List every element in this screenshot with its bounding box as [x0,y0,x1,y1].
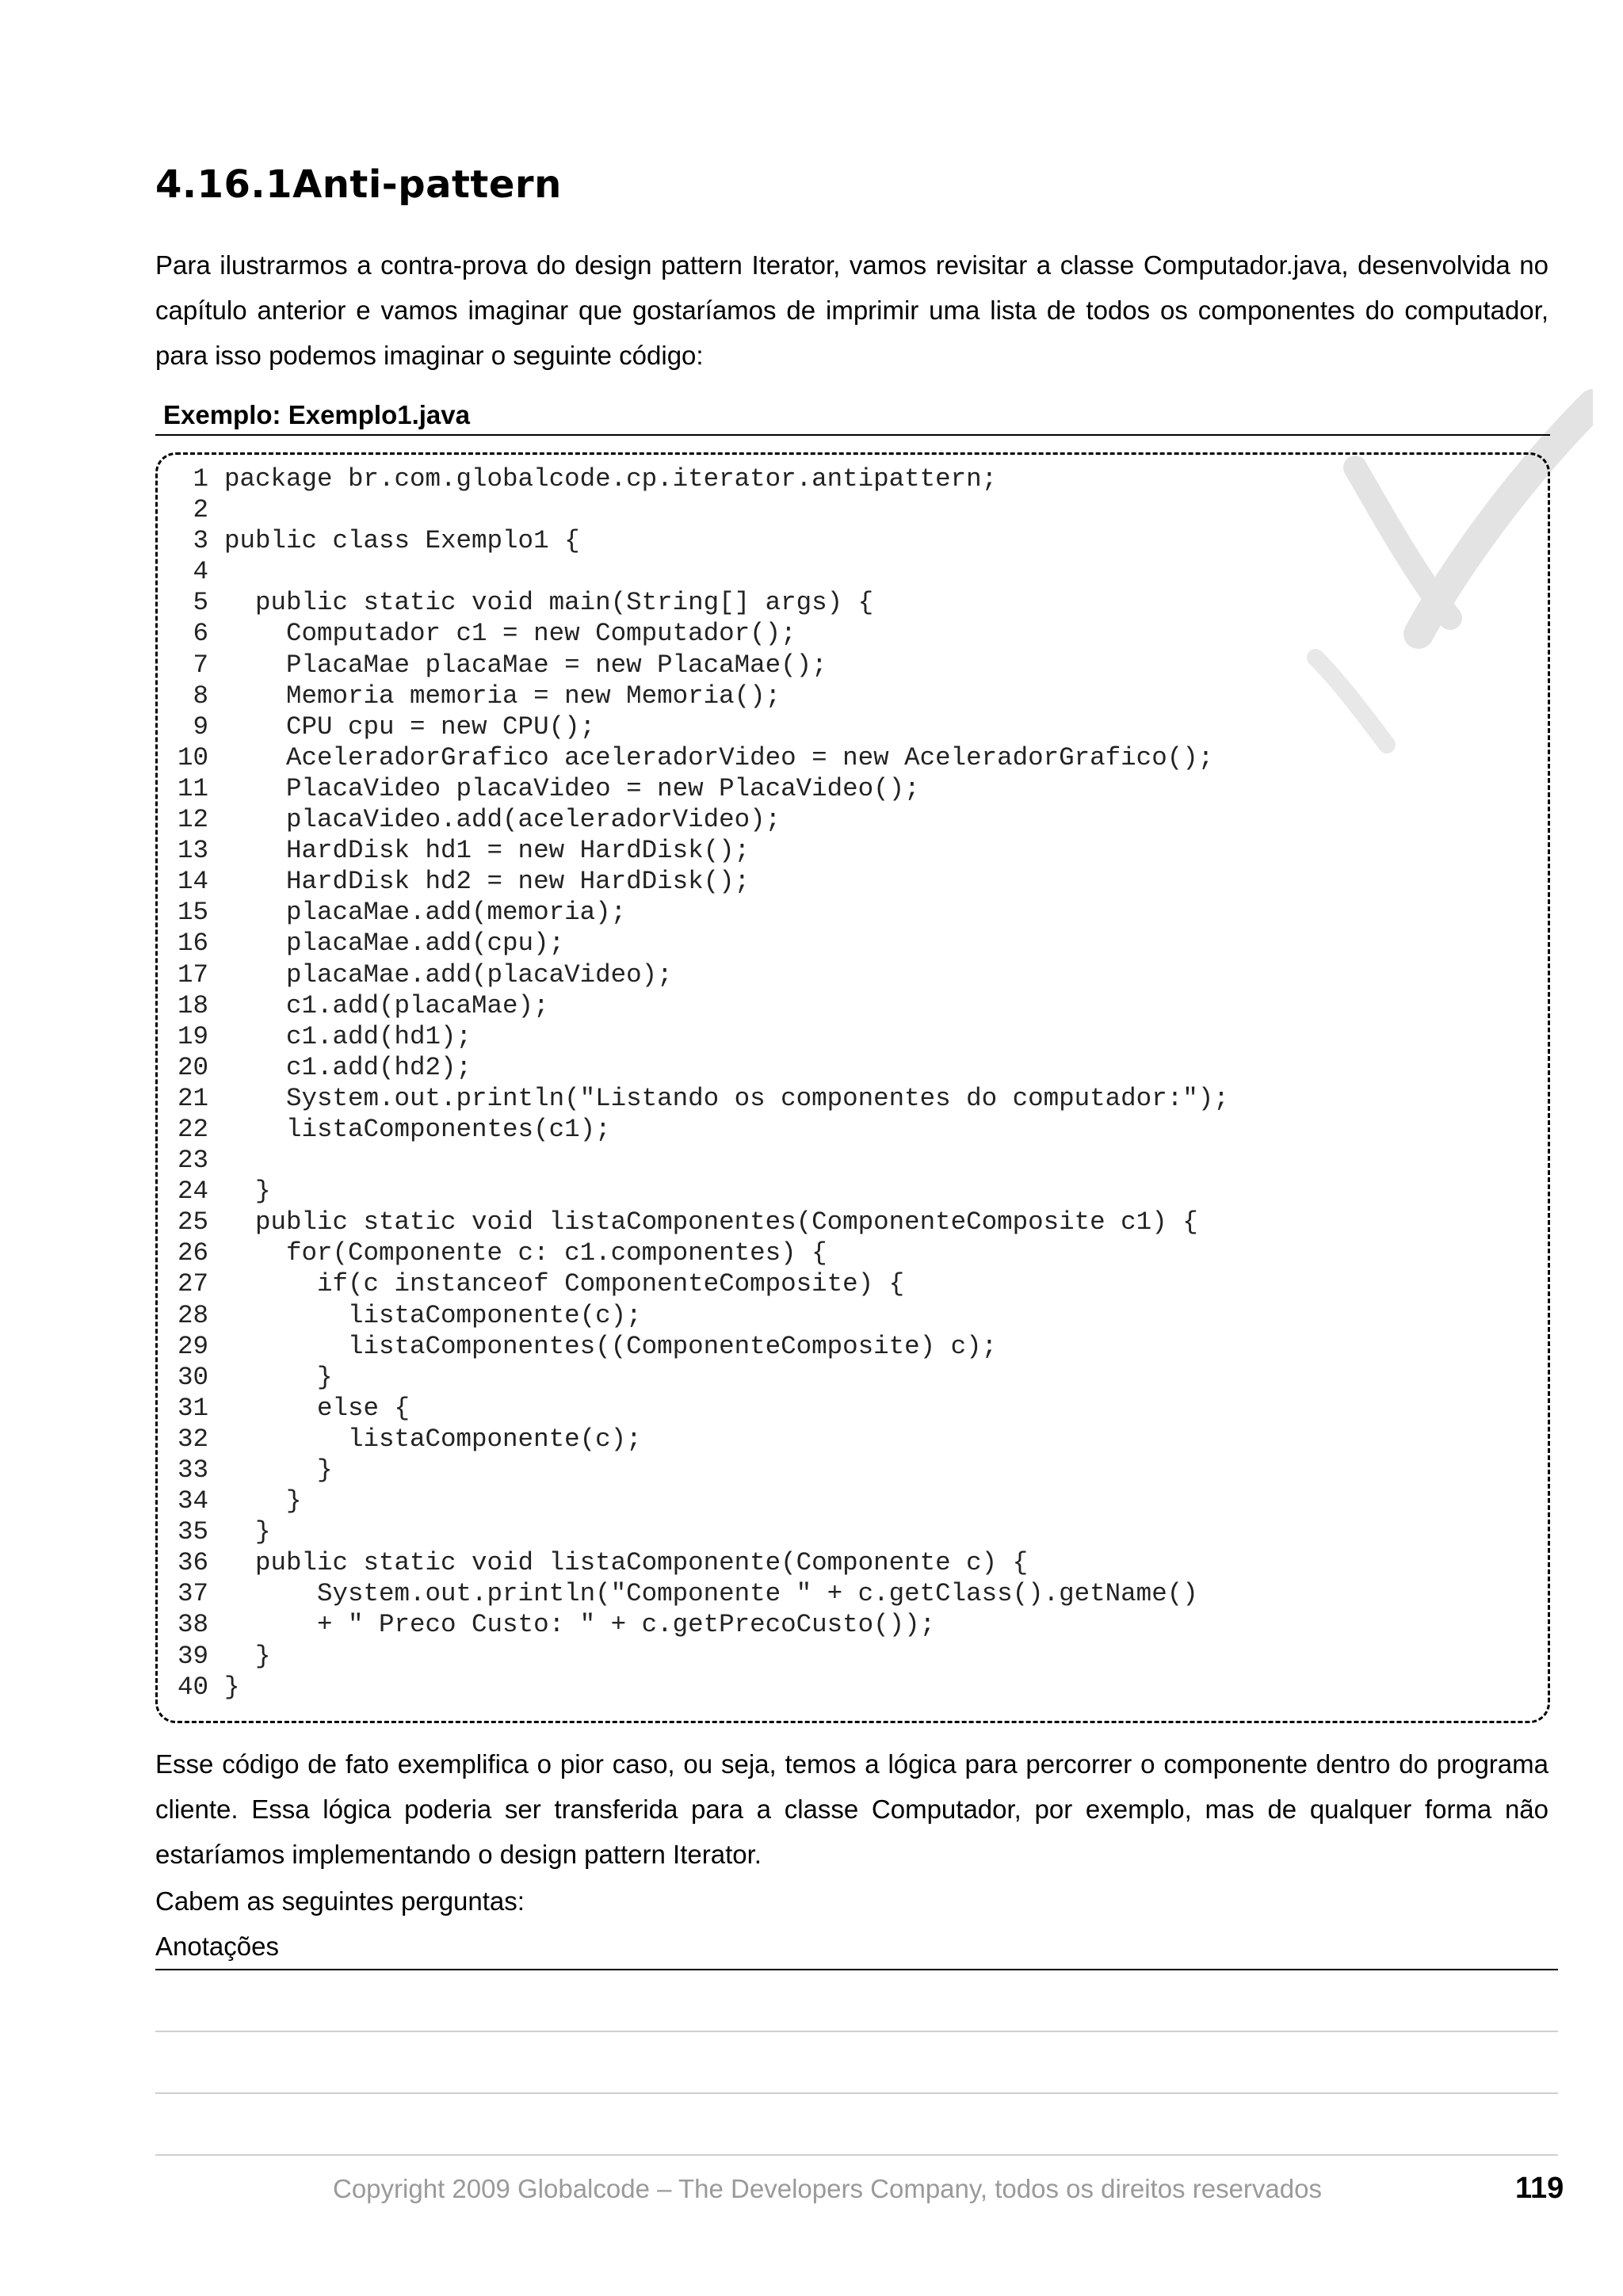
intro-paragraph: Para ilustrarmos a contra-prova do design pattern Iterator, vamos revisitar a classe Computador.java, desenvolvida no capítulo anterior e vamos imaginar que gostaríamos de imprimir uma lista de todos os componentes do computador, para isso podemos imaginar o seguinte código: [155,250,1549,370]
code-line [170,1641,1229,1672]
code-line [170,711,1229,742]
code-text: } [224,1517,271,1547]
line-number: 29 [177,1331,208,1361]
example-title: Exemplo: Exemplo1.java [163,400,470,429]
code-text: listaComponente(c); [224,1300,642,1330]
code-line [170,742,1229,773]
section-heading: 4.16.1Anti-pattern [155,162,562,207]
code-line [170,681,1229,711]
code-line [170,1207,1229,1238]
code-text: if(c instanceof ComponenteComposite) { [224,1269,905,1299]
code-text: public class Exemplo1 { [224,526,580,556]
code-text: for(Componente c: c1.componentes) { [224,1238,827,1268]
code-line [170,1393,1229,1424]
code-text: HardDisk hd2 = new HardDisk(); [224,867,750,897]
code-line [170,556,1229,587]
line-number: 25 [177,1207,208,1238]
code-text: placaVideo.add(aceleradorVideo); [224,805,781,835]
code-line [170,1578,1229,1609]
code-line [170,1021,1229,1052]
line-number: 6 [193,619,208,649]
line-number: 40 [177,1672,208,1702]
code-line [170,1238,1229,1268]
code-line [170,928,1229,959]
code-line [170,1672,1229,1703]
code-line [170,1083,1229,1114]
code-text: System.out.println("Listando os componentes do computador:"); [224,1083,1229,1113]
line-number: 39 [177,1641,208,1671]
notes-line [155,2031,1558,2032]
line-number: 9 [193,711,208,742]
code-text: public static void main(String[] args) { [224,588,874,618]
code-text: PlacaMae placaMae = new PlacaMae(); [224,650,827,680]
code-line [170,773,1229,804]
line-number: 12 [177,805,208,835]
line-number: 2 [193,495,208,525]
code-line [170,587,1229,618]
code-text: public static void listaComponentes(ComponenteComposite c1) { [224,1207,1198,1238]
line-number: 14 [177,867,208,897]
line-number: 16 [177,929,208,959]
line-number: 18 [177,990,208,1020]
code-text: c1.add(placaMae); [224,990,549,1020]
code-text: AceleradorGrafico aceleradorVideo = new AceleradorGrafico(); [224,742,1214,772]
code-listing [170,463,1229,1703]
line-number: 8 [193,681,208,711]
code-line [170,1362,1229,1393]
line-number: 10 [177,742,208,772]
page-number: 119 [1515,2172,1564,2205]
code-text: placaMae.add(placaVideo); [224,959,673,990]
code-line [170,1547,1229,1578]
line-number: 24 [177,1177,208,1207]
line-number: 34 [177,1486,208,1516]
line-number: 22 [177,1114,208,1144]
line-number: 26 [177,1238,208,1268]
code-line [170,959,1229,990]
code-text: c1.add(hd2); [224,1052,472,1082]
example-title-divider [155,434,1550,436]
line-number: 11 [177,773,208,803]
code-line [170,1052,1229,1083]
code-text: Memoria memoria = new Memoria(); [224,681,781,711]
code-text: placaMae.add(memoria); [224,898,627,928]
code-text: public static void listaComponente(Componente c) { [224,1548,1029,1578]
code-text: System.out.println("Componente " + c.getClass().getName() [224,1579,1198,1609]
code-text: Computador c1 = new Computador(); [224,619,796,649]
line-number: 32 [177,1424,208,1454]
code-text: listaComponente(c); [224,1424,642,1454]
code-text: PlacaVideo placaVideo = new PlacaVideo(); [224,773,920,803]
code-text: } [224,1486,302,1516]
explanation-paragraph: Esse código de fato exemplifica o pior caso, ou seja, temos a lógica para percorrer o componente dentro do programa cliente. Essa lógica poderia ser transferida para a classe Computador, por exemplo, mas de qualquer forma não estaríamos implementando o design pattern Iterator. [155,1749,1549,1869]
line-number: 5 [193,588,208,618]
code-line [170,1486,1229,1516]
code-line [170,463,1229,494]
line-number: 15 [177,898,208,928]
code-text: listaComponentes(c1); [224,1114,611,1144]
line-number: 28 [177,1300,208,1330]
notes-line [155,2154,1558,2156]
code-line [170,1176,1229,1207]
code-line [170,835,1229,866]
line-number: 33 [177,1455,208,1485]
code-line [170,897,1229,928]
code-line [170,1268,1229,1299]
questions-intro: Cabem as seguintes perguntas: [155,1886,525,1916]
line-number: 27 [177,1269,208,1299]
code-line [170,618,1229,649]
code-text: HardDisk hd1 = new HardDisk(); [224,836,750,866]
line-number: 35 [177,1517,208,1547]
notes-divider [155,1969,1558,1970]
line-number: 4 [193,557,208,587]
code-text: listaComponentes((ComponenteComposite) c); [224,1331,998,1361]
code-line [170,1516,1229,1547]
code-line [170,804,1229,835]
code-line [170,525,1229,556]
code-text: c1.add(hd1); [224,1021,472,1051]
code-line [170,1609,1229,1640]
notes-label: Anotações [155,1932,279,1961]
code-line [170,494,1229,525]
line-number: 1 [193,464,208,494]
line-number: 36 [177,1548,208,1578]
code-text: CPU cpu = new CPU(); [224,711,596,742]
line-number: 7 [193,650,208,680]
line-number: 17 [177,959,208,990]
code-text: } [224,1672,240,1702]
line-number: 37 [177,1579,208,1609]
line-number: 31 [177,1393,208,1423]
notes-line [155,2092,1558,2094]
code-line [170,866,1229,897]
code-line [170,1331,1229,1362]
code-text: package br.com.globalcode.cp.iterator.antipattern; [224,464,998,494]
line-number: 20 [177,1052,208,1082]
copyright-footer: Copyright 2009 Globalcode – The Developers Company, todos os direitos reservados [333,2174,1322,2203]
code-line [170,650,1229,681]
line-number: 13 [177,836,208,866]
line-number: 3 [193,526,208,556]
code-text: } [224,1641,271,1671]
line-number: 30 [177,1362,208,1392]
line-number: 21 [177,1083,208,1113]
code-text: } [224,1362,333,1392]
code-line [170,1424,1229,1455]
line-number: 23 [177,1146,208,1176]
code-line [170,1300,1229,1331]
code-line [170,1114,1229,1145]
code-text: } [224,1455,333,1485]
code-text: + " Preco Custo: " + c.getPrecoCusto()); [224,1610,936,1640]
code-text: } [224,1177,271,1207]
code-text: placaMae.add(cpu); [224,929,565,959]
code-line [170,990,1229,1021]
line-number: 38 [177,1610,208,1640]
code-line [170,1455,1229,1486]
code-text: else { [224,1393,411,1423]
line-number: 19 [177,1021,208,1051]
code-line [170,1145,1229,1176]
